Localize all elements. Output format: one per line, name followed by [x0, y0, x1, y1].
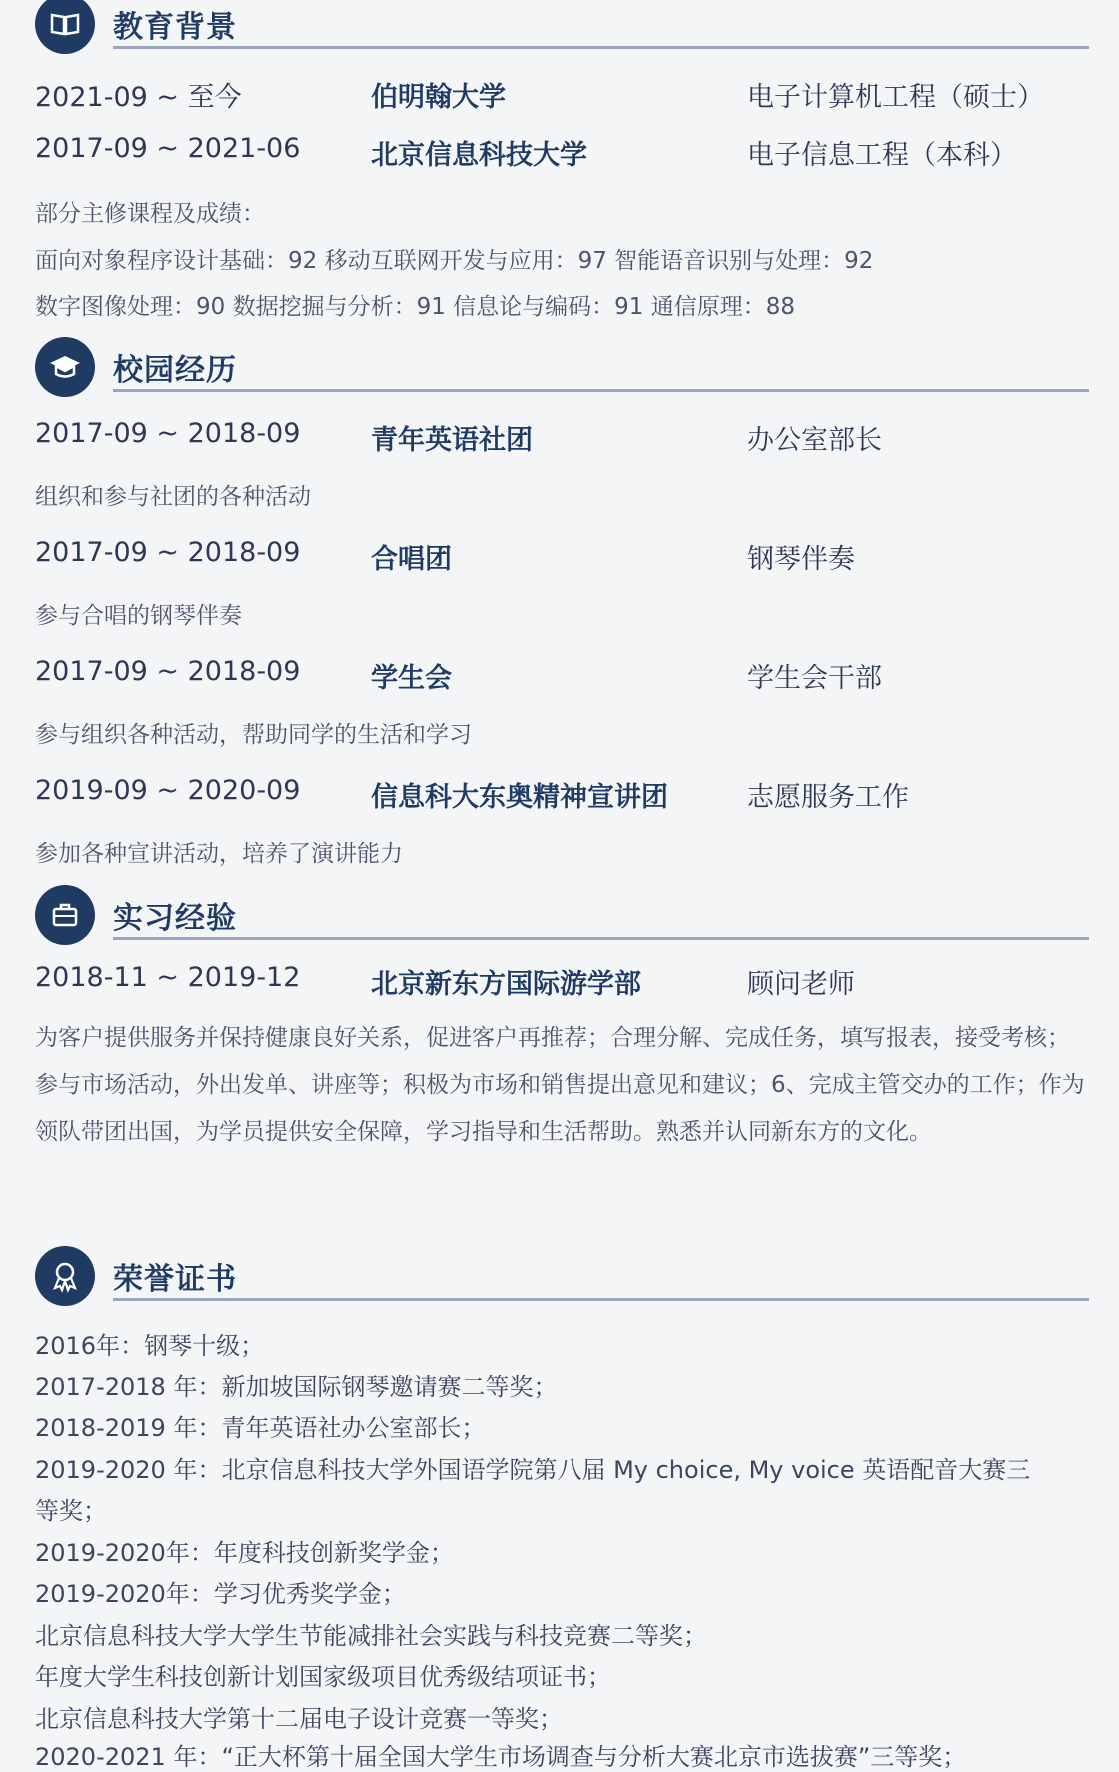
entry-company: 北京新东方国际游学部: [371, 969, 641, 1000]
courses-line: 面向对象程序设计基础：92 移动互联网开发与应用：97 智能语音识别与处理：92: [35, 248, 874, 274]
campus-entry: [35, 775, 1089, 813]
entry-date: 2017-09 ~ 2018-09: [35, 537, 301, 568]
entry-date: 2017-09 ~ 2021-06: [35, 133, 301, 164]
entry-organization: 学生会: [371, 663, 452, 694]
honor-item: 2019-2020 年：北京信息科技大学外国语学院第八届 My choice, My voice 英语配音大赛三: [35, 1456, 1031, 1484]
honor-item: 2019-2020年：学习优秀奖学金；: [35, 1580, 406, 1608]
internship-title: 实习经验: [113, 901, 237, 936]
education-section-header: [35, 0, 1089, 54]
briefcase-icon: [35, 885, 95, 945]
honor-item: 2017-2018 年：新加坡国际钢琴邀请赛二等奖；: [35, 1373, 558, 1401]
entry-organization: 信息科大东奥精神宣讲团: [371, 782, 668, 813]
internship-section-header: [35, 885, 1089, 945]
entry-major: 电子信息工程（本科）: [747, 140, 1017, 171]
honor-item: 北京信息科技大学第十二届电子设计竞赛一等奖；: [35, 1705, 563, 1733]
campus-entry: [35, 418, 1089, 456]
entry-description: 参与合唱的钢琴伴奏: [35, 603, 242, 629]
campus-section-header: [35, 337, 1089, 397]
entry-description: 参与组织各种活动，帮助同学的生活和学习: [35, 722, 472, 748]
courses-line: 数字图像处理：90 数据挖掘与分析：91 信息论与编码：91 通信原理：88: [35, 294, 795, 320]
campus-title: 校园经历: [113, 353, 237, 388]
entry-organization: 青年英语社团: [371, 425, 533, 456]
entry-school: 北京信息科技大学: [371, 140, 587, 171]
honor-item: 北京信息科技大学大学生节能减排社会实践与科技竞赛二等奖；: [35, 1622, 707, 1650]
entry-school: 伯明翰大学: [371, 82, 506, 113]
internship-entry: [35, 962, 1089, 1000]
entry-date: 2017-09 ~ 2018-09: [35, 656, 301, 687]
entry-date: 2021-09 ~ 至今: [35, 82, 242, 113]
courses-label: 部分主修课程及成绩：: [35, 201, 265, 227]
campus-entry: [35, 537, 1089, 575]
honors-title: 荣誉证书: [113, 1262, 237, 1297]
award-icon: [35, 1246, 95, 1306]
entry-description: 组织和参与社团的各种活动: [35, 484, 311, 510]
honor-item: 等奖；: [35, 1497, 107, 1525]
graduation-cap-icon: [35, 337, 95, 397]
entry-major: 电子计算机工程（硕士）: [747, 82, 1044, 113]
honor-item: 2016年：钢琴十级；: [35, 1332, 265, 1360]
honor-item: 2019-2020年：年度科技创新奖学金；: [35, 1539, 454, 1567]
entry-date: 2017-09 ~ 2018-09: [35, 418, 301, 449]
education-entry: [35, 75, 1089, 113]
entry-role: 学生会干部: [747, 663, 882, 694]
entry-role: 钢琴伴奏: [747, 544, 855, 575]
entry-organization: 合唱团: [371, 544, 452, 575]
entry-date: 2019-09 ~ 2020-09: [35, 775, 301, 806]
campus-entry: [35, 656, 1089, 694]
education-title: 教育背景: [113, 10, 237, 45]
entry-role: 办公室部长: [747, 425, 882, 456]
honor-item: 2020-2021 年：“正大杯第十届全国大学生市场调查与分析大赛北京市选拔赛”三等奖；: [35, 1743, 967, 1771]
entry-date: 2018-11 ~ 2019-12: [35, 962, 301, 993]
entry-role: 志愿服务工作: [747, 782, 909, 813]
section-divider: [113, 389, 1089, 392]
honors-section-header: [35, 1246, 1089, 1306]
education-entry: [35, 133, 1089, 171]
section-divider: [113, 1298, 1089, 1301]
internship-description: 为客户提供服务并保持健康良好关系，促进客户再推荐；合理分解、完成任务，填写报表，接受考核；参与市场活动，外出发单、讲座等；积极为市场和销售提出意见和建议；6、完成主管交办的工作；作为领队带团出国，为学员提供安全保障，学习指导和生活帮助。熟悉并认同新东方的文化。: [35, 1025, 1085, 1145]
honor-item: 年度大学生科技创新计划国家级项目优秀级结项证书；: [35, 1663, 611, 1691]
section-divider: [113, 46, 1089, 49]
book-icon: [35, 0, 95, 54]
entry-role: 顾问老师: [747, 969, 855, 1000]
entry-description: 参加各种宣讲活动，培养了演讲能力: [35, 841, 403, 867]
section-divider: [113, 937, 1089, 940]
honor-item: 2018-2019 年：青年英语社办公室部长；: [35, 1414, 486, 1442]
